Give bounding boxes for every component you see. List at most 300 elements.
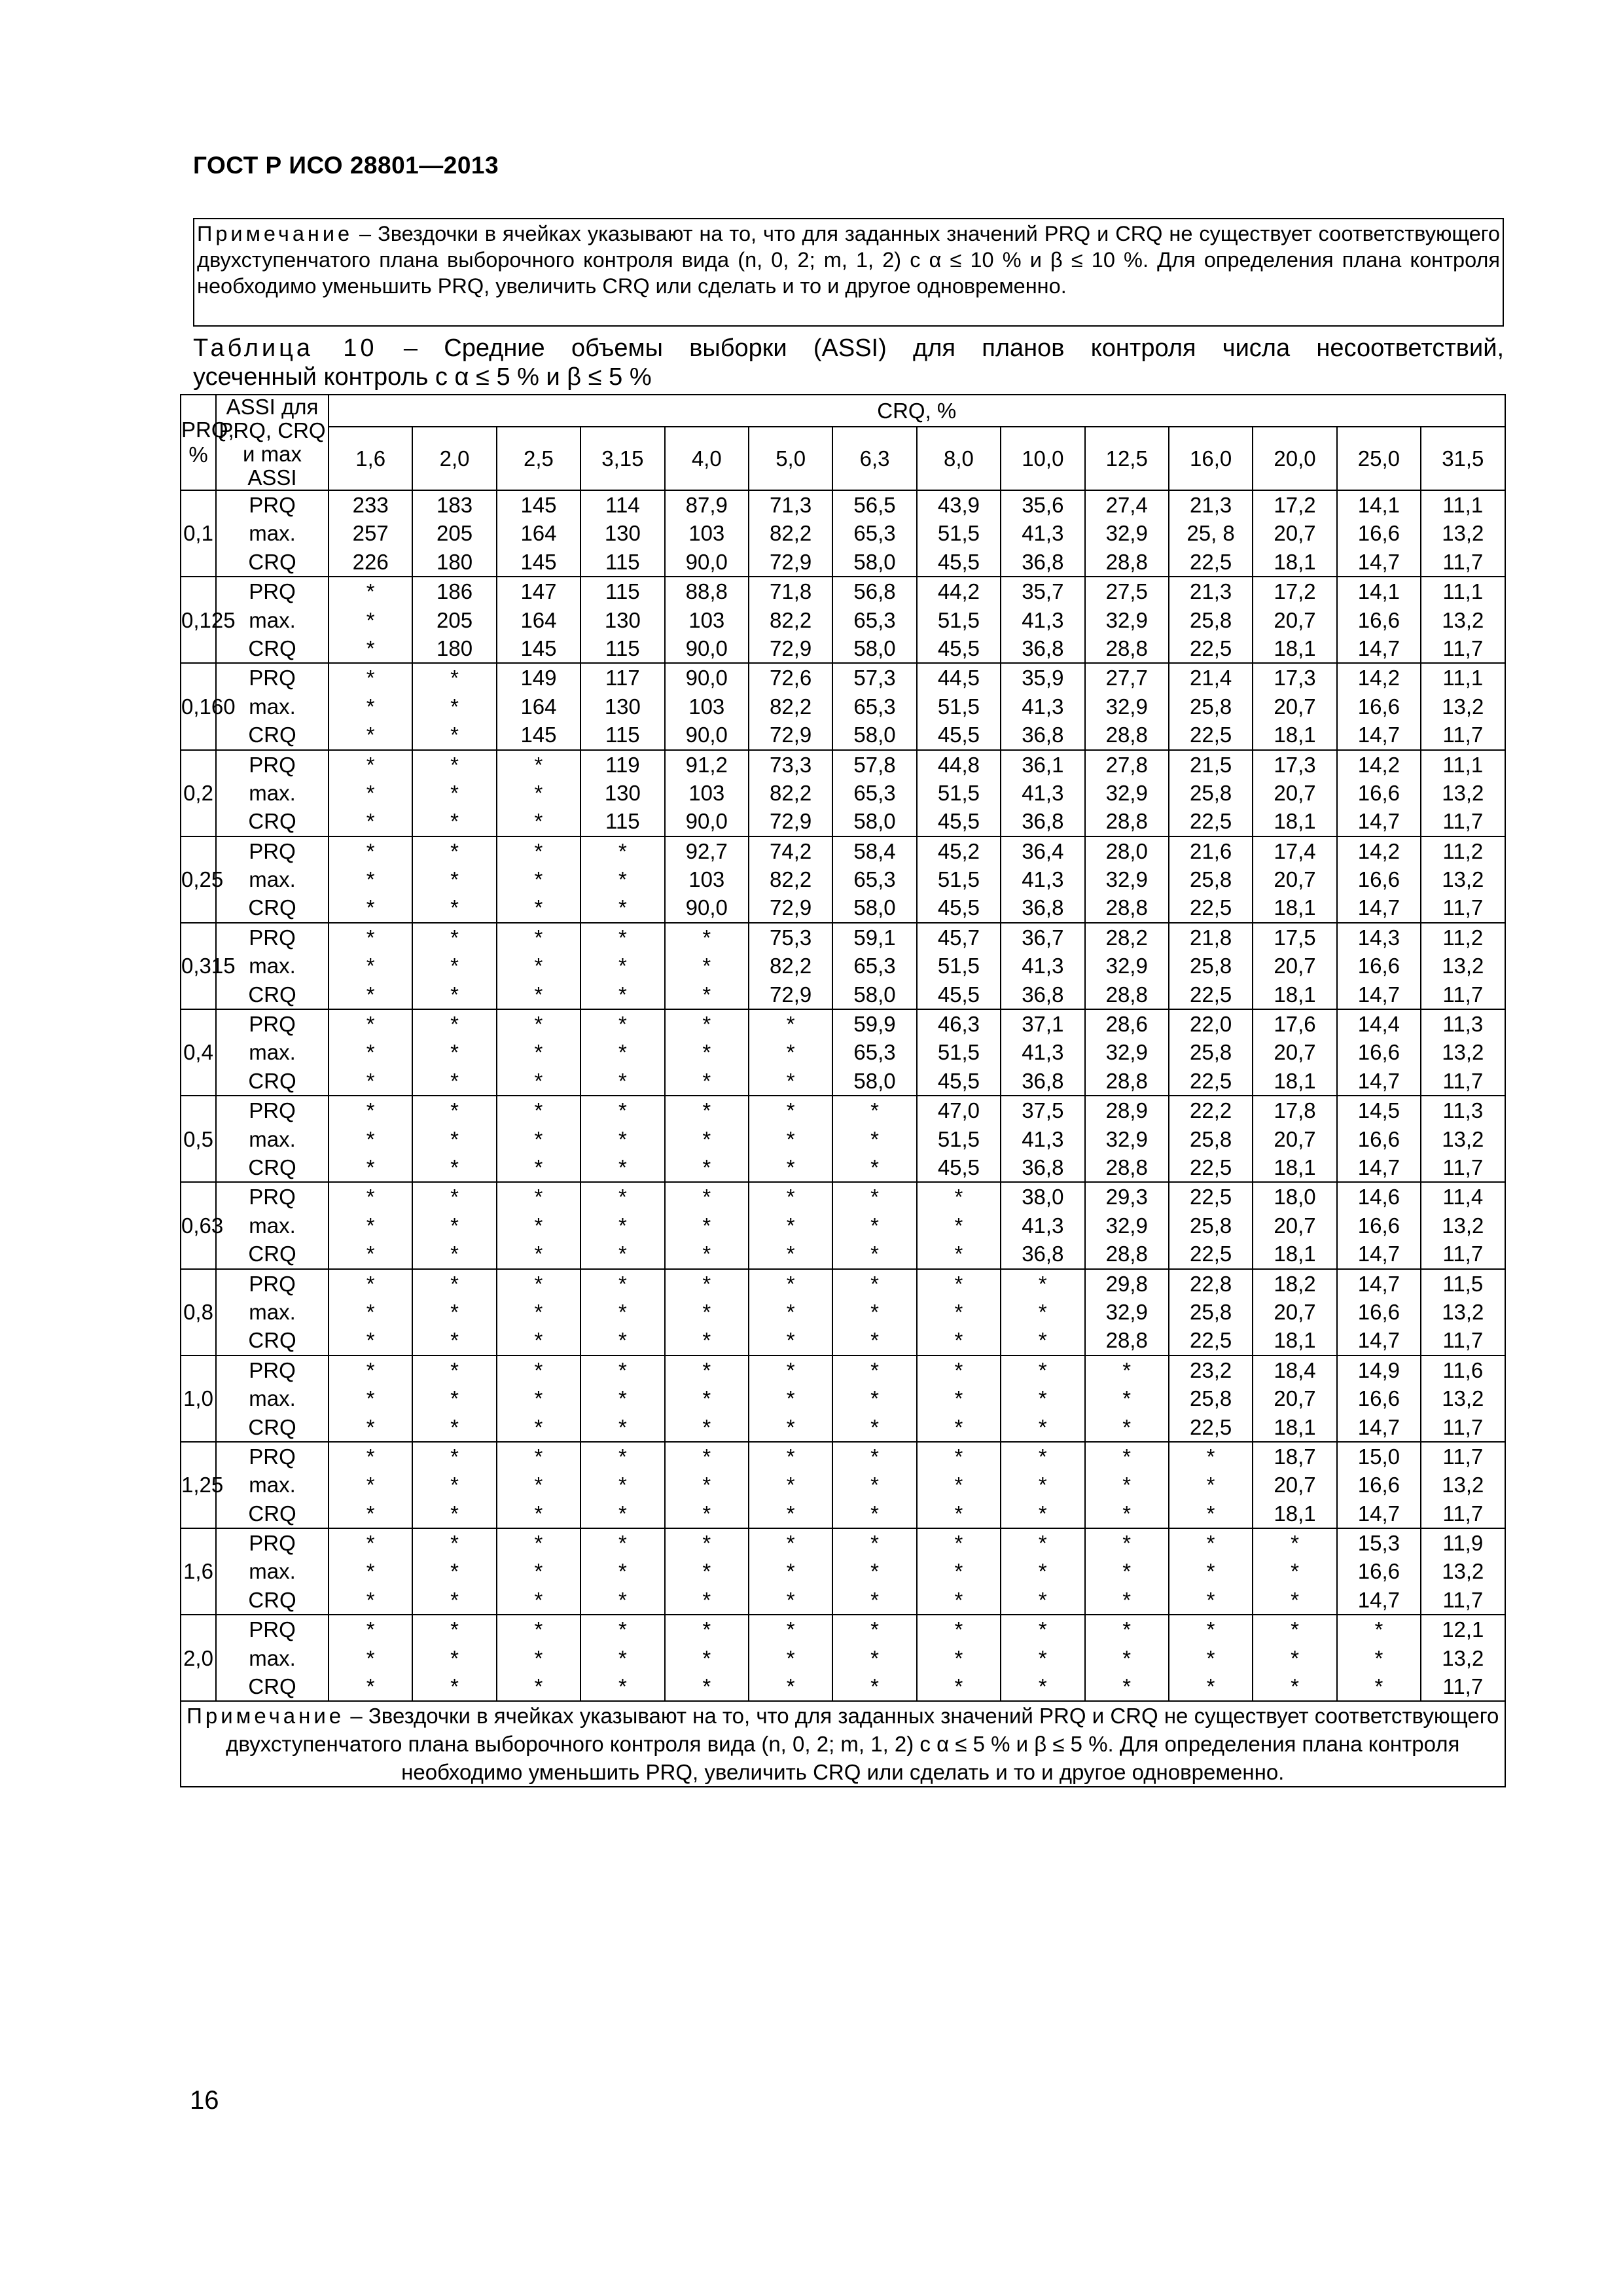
cell-value: * <box>1122 1645 1132 1670</box>
cell-value: * <box>786 1531 795 1556</box>
cell-value: 14,2 <box>1357 752 1400 777</box>
table-note <box>181 1701 1505 1787</box>
prq-value-cell: 0,1 <box>181 490 216 577</box>
table-row-group <box>181 1096 1505 1182</box>
cell-value: * <box>366 838 375 863</box>
table-note-label: Примечание <box>187 1704 345 1729</box>
cell-value: * <box>870 1473 879 1498</box>
cell-value: 46,3 <box>937 1012 980 1037</box>
cell-value: * <box>786 1126 795 1151</box>
cell-value: * <box>870 1299 879 1324</box>
assi-row-label: CRQ <box>248 1068 296 1093</box>
cell-value: 35,9 <box>1022 666 1064 691</box>
cell-value: * <box>786 1501 795 1526</box>
cell-value: 18,1 <box>1274 549 1316 574</box>
cell-value: * <box>534 1155 543 1179</box>
cell-value: * <box>870 1185 879 1210</box>
cell-value: * <box>702 1559 711 1584</box>
cell-value: 20,7 <box>1274 867 1316 892</box>
cell-value: 21,6 <box>1189 838 1232 863</box>
cell-value: 20,7 <box>1274 607 1316 632</box>
cell-value: 27,5 <box>1105 579 1148 604</box>
cell-value: * <box>702 1414 711 1439</box>
assi-row-label: PRQ <box>249 1185 296 1210</box>
cell-value: * <box>1038 1444 1047 1469</box>
table-cell <box>917 1096 1001 1182</box>
table-cell <box>412 1442 496 1528</box>
table-cell <box>1421 577 1505 663</box>
assi-row-label: CRQ <box>248 895 296 920</box>
cell-value: 25,8 <box>1189 867 1232 892</box>
table-cell <box>580 663 664 749</box>
table-cell <box>329 836 412 923</box>
cell-value: 36,8 <box>1022 723 1064 747</box>
cell-value: * <box>702 1213 711 1238</box>
cell-value: 226 <box>352 549 389 574</box>
cell-value: 14,5 <box>1357 1098 1400 1123</box>
table-cell <box>749 1528 832 1615</box>
cell-value: 32,9 <box>1105 780 1148 805</box>
cell-value: * <box>618 838 627 863</box>
assi-label-cell <box>216 1615 329 1701</box>
cell-value: 11,1 <box>1442 579 1484 604</box>
cell-value: * <box>786 1559 795 1584</box>
cell-value: 22,5 <box>1189 1068 1232 1093</box>
cell-value: 36,8 <box>1022 549 1064 574</box>
assi-row-label: max. <box>249 1386 296 1411</box>
assi-row-label: PRQ <box>249 1012 296 1037</box>
cell-value: 32,9 <box>1105 694 1148 719</box>
cell-value: 15,3 <box>1357 1531 1400 1556</box>
assi-row-label: PRQ <box>249 1617 296 1642</box>
table-cell <box>1001 836 1084 923</box>
cell-value: * <box>450 982 459 1007</box>
assi-row-label: PRQ <box>249 666 296 691</box>
cell-value: 51,5 <box>937 1040 980 1065</box>
cell-value: 22,5 <box>1189 809 1232 834</box>
cell-value: 41,3 <box>1022 607 1064 632</box>
cell-value: 32,9 <box>1105 607 1148 632</box>
table-cell <box>497 490 580 577</box>
cell-value: 56,8 <box>853 579 896 604</box>
cell-value: 65,3 <box>853 954 896 978</box>
cell-value: 14,7 <box>1357 723 1400 747</box>
cell-value: 16,6 <box>1357 1299 1400 1324</box>
cell-value: * <box>1038 1328 1047 1353</box>
cell-value: 11,7 <box>1442 1242 1484 1266</box>
cell-value: 59,1 <box>853 925 896 950</box>
cell-value: 58,0 <box>853 895 896 920</box>
cell-value: * <box>450 895 459 920</box>
table-row-group <box>181 1009 1505 1096</box>
table-cell <box>1421 1182 1505 1268</box>
cell-value: 18,1 <box>1274 895 1316 920</box>
cell-value: * <box>618 1185 627 1210</box>
cell-value: * <box>450 1098 459 1123</box>
cell-value: 41,3 <box>1022 1040 1064 1065</box>
table-cell <box>580 923 664 1009</box>
cell-value: * <box>1122 1587 1132 1612</box>
cell-value: 20,7 <box>1274 1299 1316 1324</box>
table-cell <box>580 1269 664 1355</box>
assi-row-label: max. <box>249 1645 296 1670</box>
cell-value: 117 <box>605 666 640 691</box>
cell-value: * <box>618 1040 627 1065</box>
cell-value: * <box>534 1328 543 1353</box>
cell-value: 38,0 <box>1022 1185 1064 1210</box>
cell-value: * <box>1206 1559 1215 1584</box>
cell-value: 51,5 <box>937 867 980 892</box>
cell-value: 18,1 <box>1274 1242 1316 1266</box>
cell-value: 72,9 <box>770 723 812 747</box>
table-cell <box>412 663 496 749</box>
table-cell <box>749 663 832 749</box>
cell-value: 115 <box>605 723 640 747</box>
cell-value: 32,9 <box>1105 521 1148 546</box>
table-cell <box>1001 1009 1084 1096</box>
cell-value: 17,5 <box>1274 925 1316 950</box>
cell-value: 82,2 <box>770 521 812 546</box>
cell-value: * <box>1291 1559 1299 1584</box>
cell-value: 103 <box>688 521 725 546</box>
cell-value: 51,5 <box>937 780 980 805</box>
cell-value: 45,5 <box>937 549 980 574</box>
cell-value: 13,2 <box>1442 521 1484 546</box>
cell-value: 11,2 <box>1442 925 1484 950</box>
table-cell <box>329 1182 412 1268</box>
cell-value: 18,4 <box>1274 1357 1316 1382</box>
assi-row-label: CRQ <box>248 1242 296 1266</box>
cell-value: * <box>1291 1645 1299 1670</box>
cell-value: * <box>870 1501 879 1526</box>
table-cell <box>1169 1355 1253 1442</box>
prq-value-cell: 0,5 <box>181 1096 216 1182</box>
table-row-group <box>181 836 1505 923</box>
prq-value-cell: 1,6 <box>181 1528 216 1615</box>
cell-value: * <box>534 1068 543 1093</box>
cell-value: 32,9 <box>1105 1299 1148 1324</box>
cell-value: * <box>1206 1587 1215 1612</box>
cell-value: * <box>786 1271 795 1296</box>
cell-value: * <box>618 895 627 920</box>
table-cell <box>749 1355 832 1442</box>
cell-value: 37,5 <box>1022 1098 1064 1123</box>
table-cell <box>1337 1442 1421 1528</box>
cell-value: 37,1 <box>1022 1012 1064 1037</box>
cell-value: * <box>534 1299 543 1324</box>
assi-row-label: PRQ <box>249 925 296 950</box>
table-cell <box>917 1528 1001 1615</box>
cell-value: * <box>702 1587 711 1612</box>
table-cell <box>665 577 749 663</box>
cell-value: * <box>1122 1674 1132 1699</box>
cell-value: * <box>702 1098 711 1123</box>
cell-value: 18,1 <box>1274 982 1316 1007</box>
cell-value: 21,5 <box>1189 752 1232 777</box>
cell-value: * <box>450 1501 459 1526</box>
top-note-label: Примечание <box>197 222 353 245</box>
table-cell <box>1421 490 1505 577</box>
cell-value: * <box>1038 1617 1047 1642</box>
cell-value: * <box>954 1414 963 1439</box>
table-cell <box>665 1355 749 1442</box>
cell-value: * <box>366 1242 375 1266</box>
cell-value: * <box>366 1531 375 1556</box>
cell-value: * <box>1122 1531 1132 1556</box>
assi-row-label: CRQ <box>248 723 296 747</box>
assi-row-label: CRQ <box>248 982 296 1007</box>
cell-value: 36,4 <box>1022 838 1064 863</box>
cell-value: 71,3 <box>770 493 812 517</box>
table-cell <box>917 1615 1001 1701</box>
assi-row-label: PRQ <box>249 1271 296 1296</box>
cell-value: * <box>534 1040 543 1065</box>
table-cell <box>580 836 664 923</box>
cell-value: * <box>534 1213 543 1238</box>
cell-value: * <box>954 1587 963 1612</box>
cell-value: * <box>786 1012 795 1037</box>
table-cell <box>329 1355 412 1442</box>
cell-value: 18,2 <box>1274 1271 1316 1296</box>
cell-value: * <box>870 1444 879 1469</box>
table-cell <box>329 490 412 577</box>
cell-value: 45,5 <box>937 982 980 1007</box>
cell-value: * <box>366 809 375 834</box>
cell-value: * <box>1122 1414 1132 1439</box>
cell-value: 17,4 <box>1274 838 1316 863</box>
cell-value: 11,7 <box>1442 1328 1484 1353</box>
cell-value: 59,9 <box>853 1012 896 1037</box>
cell-value: * <box>450 694 459 719</box>
cell-value: 16,6 <box>1357 1559 1400 1584</box>
table-cell <box>1085 1096 1169 1182</box>
cell-value: * <box>618 1444 627 1469</box>
table-cell <box>832 1096 916 1182</box>
cell-value: * <box>870 1414 879 1439</box>
cell-value: * <box>450 1126 459 1151</box>
cell-value: 16,6 <box>1357 521 1400 546</box>
cell-value: * <box>366 723 375 747</box>
cell-value: * <box>1038 1559 1047 1584</box>
table-cell <box>1001 1615 1084 1701</box>
assi-row-label: max. <box>249 1126 296 1151</box>
cell-value: * <box>366 982 375 1007</box>
cell-value: * <box>702 1617 711 1642</box>
cell-value: 28,8 <box>1105 1068 1148 1093</box>
table-cell <box>832 1355 916 1442</box>
cell-value: 90,0 <box>685 895 728 920</box>
cell-value: 56,5 <box>853 493 896 517</box>
cell-value: * <box>1374 1617 1383 1642</box>
table-cell <box>412 577 496 663</box>
cell-value: 73,3 <box>770 752 812 777</box>
table-cell <box>1253 923 1336 1009</box>
cell-value: 11,7 <box>1442 723 1484 747</box>
cell-value: 205 <box>437 607 473 632</box>
table-cell <box>329 1442 412 1528</box>
cell-value: 32,9 <box>1105 954 1148 978</box>
table-cell <box>1169 1442 1253 1528</box>
cell-value: 14,7 <box>1357 1242 1400 1266</box>
cell-value: 12,1 <box>1442 1617 1484 1642</box>
cell-value: * <box>618 1386 627 1411</box>
assi-row-label: PRQ <box>249 1531 296 1556</box>
cell-value: * <box>534 1271 543 1296</box>
cell-value: * <box>618 1674 627 1699</box>
cell-value: * <box>618 1473 627 1498</box>
crq-value-header: 16,0 <box>1169 427 1253 490</box>
table-cell <box>412 1269 496 1355</box>
cell-value: * <box>954 1185 963 1210</box>
cell-value: * <box>450 954 459 978</box>
cell-value: 74,2 <box>770 838 812 863</box>
table-cell <box>1337 577 1421 663</box>
cell-value: 32,9 <box>1105 1213 1148 1238</box>
table-cell <box>1337 1182 1421 1268</box>
cell-value: 115 <box>605 549 640 574</box>
cell-value: 35,7 <box>1022 579 1064 604</box>
table-cell <box>1169 750 1253 836</box>
cell-value: 65,3 <box>853 521 896 546</box>
cell-value: 82,2 <box>770 954 812 978</box>
cell-value: 22,5 <box>1189 982 1232 1007</box>
cell-value: * <box>366 1501 375 1526</box>
cell-value: 71,8 <box>770 579 812 604</box>
cell-value: 11,7 <box>1442 636 1484 660</box>
cell-value: * <box>1038 1299 1047 1324</box>
cell-value: 58,0 <box>853 636 896 660</box>
table-cell <box>580 750 664 836</box>
cell-value: * <box>954 1617 963 1642</box>
cell-value: * <box>450 1012 459 1037</box>
cell-value: * <box>618 1587 627 1612</box>
cell-value: 25,8 <box>1189 1386 1232 1411</box>
cell-value: 35,6 <box>1022 493 1064 517</box>
table-cell <box>497 577 580 663</box>
cell-value: 87,9 <box>685 493 728 517</box>
cell-value: 28,8 <box>1105 723 1148 747</box>
table-cell <box>329 663 412 749</box>
cell-value: * <box>450 1386 459 1411</box>
cell-value: * <box>1374 1645 1383 1670</box>
cell-value: * <box>1122 1386 1132 1411</box>
cell-value: 16,6 <box>1357 1126 1400 1151</box>
cell-value: * <box>450 780 459 805</box>
cell-value: * <box>366 1617 375 1642</box>
cell-value: * <box>1122 1473 1132 1498</box>
table-cell <box>832 1528 916 1615</box>
table-cell <box>749 1442 832 1528</box>
table-cell <box>1421 1096 1505 1182</box>
table-cell <box>1253 1615 1336 1701</box>
table-cell <box>1253 1269 1336 1355</box>
table-cell <box>832 836 916 923</box>
cell-value: * <box>954 1299 963 1324</box>
cell-value: * <box>786 1357 795 1382</box>
table-cell <box>497 1442 580 1528</box>
cell-value: 17,8 <box>1274 1098 1316 1123</box>
table-cell <box>497 663 580 749</box>
cell-value: 14,7 <box>1357 549 1400 574</box>
cell-value: * <box>366 636 375 660</box>
cell-value: 20,7 <box>1274 780 1316 805</box>
cell-value: * <box>534 1012 543 1037</box>
prq-value-cell: 1,0 <box>181 1355 216 1442</box>
cell-value: * <box>366 1328 375 1353</box>
cell-value: * <box>954 1501 963 1526</box>
cell-value: * <box>1206 1617 1215 1642</box>
cell-value: 21,8 <box>1189 925 1232 950</box>
cell-value: 28,6 <box>1105 1012 1148 1037</box>
cell-value: * <box>534 1414 543 1439</box>
table-cell <box>665 1009 749 1096</box>
cell-value: * <box>450 1531 459 1556</box>
cell-value: 72,9 <box>770 895 812 920</box>
table-cell <box>1085 923 1169 1009</box>
table-cell <box>1085 490 1169 577</box>
table-cell <box>1421 1009 1505 1096</box>
assi-row-label: max. <box>249 867 296 892</box>
table-cell <box>580 1182 664 1268</box>
cell-value: * <box>534 1185 543 1210</box>
cell-value: 18,1 <box>1274 723 1316 747</box>
cell-value: 28,8 <box>1105 1242 1148 1266</box>
table-row-group <box>181 1528 1505 1615</box>
assi-row-label: CRQ <box>248 809 296 834</box>
cell-value: * <box>618 954 627 978</box>
table-cell <box>1001 1182 1084 1268</box>
table-cell <box>580 490 664 577</box>
assi-label-cell <box>216 490 329 577</box>
table-cell <box>1001 1528 1084 1615</box>
assi-label-cell <box>216 1009 329 1096</box>
cell-value: * <box>534 867 543 892</box>
cell-value: 90,0 <box>685 666 728 691</box>
table-cell <box>1421 1442 1505 1528</box>
table-cell <box>1253 490 1336 577</box>
cell-value: * <box>366 579 375 604</box>
cell-value: 11,7 <box>1442 809 1484 834</box>
cell-value: * <box>702 1040 711 1065</box>
table-cell <box>1253 1182 1336 1268</box>
column-header-assi: ASSI для PRQ, CRQ и max ASSI <box>216 395 329 490</box>
table-cell <box>497 1269 580 1355</box>
cell-value: * <box>534 1674 543 1699</box>
cell-value: 58,0 <box>853 809 896 834</box>
assi-label-cell <box>216 1269 329 1355</box>
table-cell <box>1085 663 1169 749</box>
cell-value: 115 <box>605 809 640 834</box>
table-row-group <box>181 1442 1505 1528</box>
cell-value: 11,7 <box>1442 1674 1484 1699</box>
table-cell <box>497 1615 580 1701</box>
table-cell <box>749 1269 832 1355</box>
cell-value: * <box>1038 1501 1047 1526</box>
cell-value: * <box>618 925 627 950</box>
table-cell <box>1253 1442 1336 1528</box>
cell-value: * <box>366 1444 375 1469</box>
cell-value: * <box>534 1645 543 1670</box>
cell-value: 13,2 <box>1442 1299 1484 1324</box>
cell-value: 16,6 <box>1357 780 1400 805</box>
cell-value: * <box>702 925 711 950</box>
cell-value: * <box>1291 1531 1299 1556</box>
cell-value: * <box>450 1242 459 1266</box>
cell-value: 25, 8 <box>1186 521 1235 546</box>
cell-value: 14,7 <box>1357 1328 1400 1353</box>
table-cell <box>1421 663 1505 749</box>
crq-value-header: 1,6 <box>329 427 412 490</box>
